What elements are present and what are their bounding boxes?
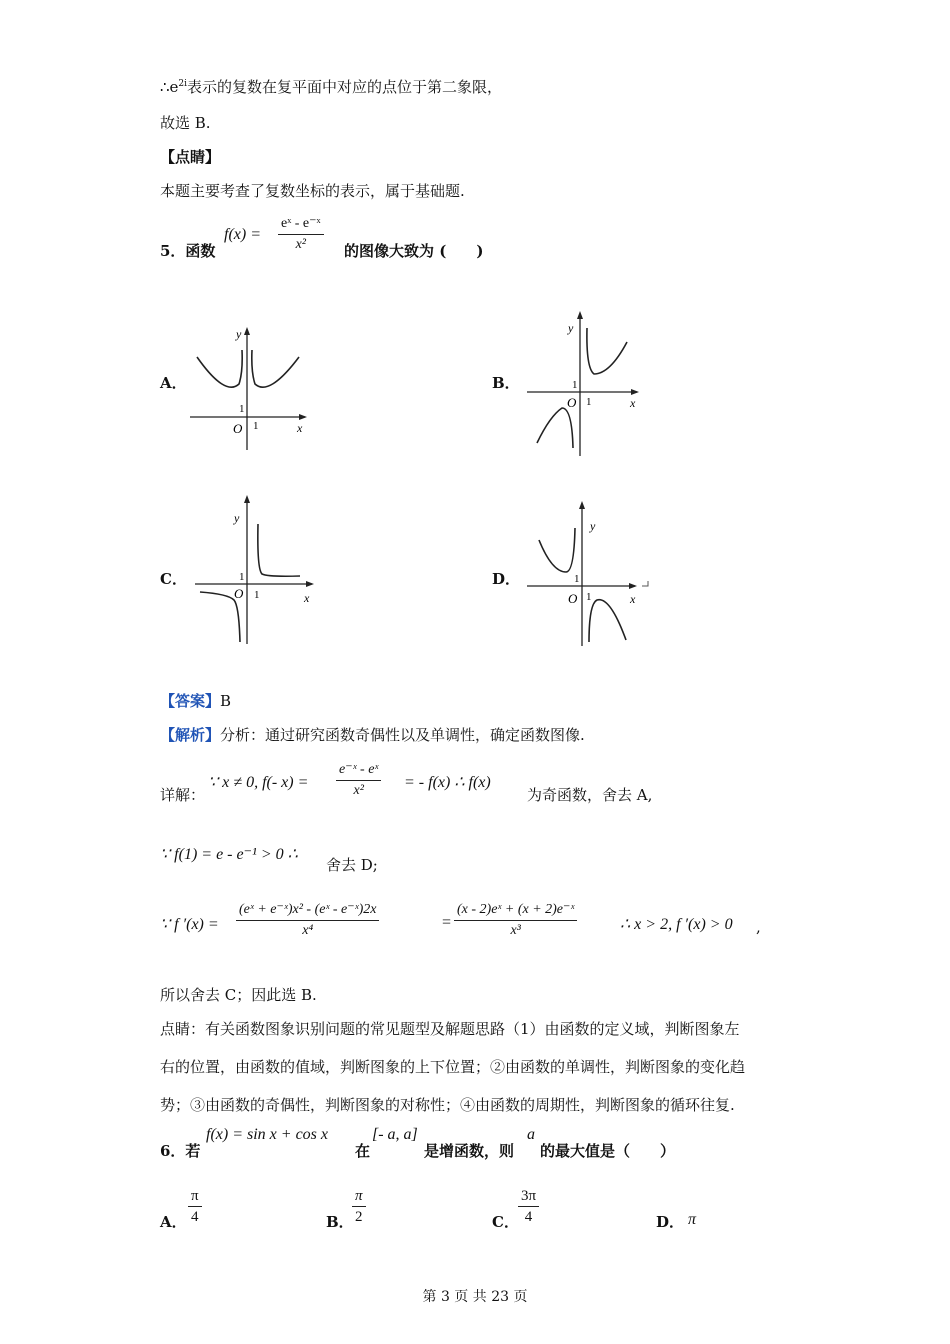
origin-label: O <box>567 395 577 410</box>
one-label-x: 1 <box>586 396 592 408</box>
return-mark-icon <box>642 581 648 586</box>
choose-line: 故选 B. <box>160 114 211 132</box>
y-arrow-icon <box>577 311 583 319</box>
y-label: y <box>590 519 596 533</box>
x-arrow-icon <box>631 389 639 395</box>
origin-label: O <box>568 591 578 606</box>
q6-interval: [- a, a] <box>372 1126 418 1143</box>
detail-3c: , <box>756 918 761 936</box>
x-label: x <box>304 591 310 605</box>
detail-1a: ∵ x ≠ 0, f(- x) = <box>208 774 309 791</box>
remark-tag: 【点睛】 <box>160 148 221 166</box>
x-arrow-icon <box>629 583 637 589</box>
detail-2a: ∵ f(1) = e - e⁻¹ > 0 ∴ <box>160 846 298 863</box>
x-arrow-icon <box>306 581 314 587</box>
answer-line: 【答案】B <box>160 692 232 710</box>
q5-func-frac: $\frac{\text{eˣ - e⁻ˣ}}{\text{x²}}$ <box>278 214 324 255</box>
q6-option-c-label: C． <box>492 1213 519 1231</box>
curve-left <box>197 350 242 387</box>
one-label-x: 1 <box>253 420 259 432</box>
conclusion-text: 所以舍去 C；因此选 B. <box>160 986 317 1004</box>
one-label-y: 1 <box>572 379 578 391</box>
detail-3-frac1: $\frac{\text{(eˣ + e⁻ˣ)x² - (eˣ - e⁻ˣ)2x}}{\text{x⁴}}$ <box>236 900 379 941</box>
remark-text: 本题主要考查了复数坐标的表示，属于基础题. <box>160 182 465 200</box>
q6-mid: 是增函数，则 <box>424 1142 515 1160</box>
one-label-y: 1 <box>239 571 245 583</box>
one-label-y: 1 <box>574 573 580 585</box>
q5-tail: 的图像大致为 ( ) <box>344 242 484 260</box>
curve-left <box>537 408 573 448</box>
y-label: y <box>234 511 240 525</box>
tips-line-3: 势；③由函数的奇偶性，判断图象的对称性；④由函数的周期性，判断图象的循环往复. <box>160 1096 735 1114</box>
one-label-x: 1 <box>586 591 592 603</box>
q6-option-d-label: D． <box>656 1213 685 1231</box>
q6-option-d-value: π <box>688 1211 697 1228</box>
tips-line-2: 右的位置，由函数的值域，判断图象的上下位置；②由函数的单调性，判断图象的变化趋 <box>160 1058 746 1076</box>
x-label: x <box>630 396 636 410</box>
y-label: y <box>568 321 574 335</box>
q6-tail: 的最大值是（ ） <box>540 1142 676 1160</box>
y-label: y <box>236 327 242 341</box>
q6-option-a-label: A． <box>160 1213 187 1231</box>
x-arrow-icon <box>299 414 307 420</box>
q6-func: f(x) = sin x + cos x <box>206 1126 328 1143</box>
option-a-label: A． <box>160 374 187 392</box>
detail-2b: 舍去 D; <box>326 856 378 874</box>
detail-prefix: 详解： <box>160 786 206 804</box>
analysis-line: 【解析】分析：通过研究函数奇偶性以及单调性，确定函数图像. <box>160 726 585 744</box>
option-b-label: B． <box>492 374 520 392</box>
curve-right <box>589 600 626 642</box>
detail-3b: ∴ x > 2, f ′(x) > 0 <box>620 916 733 933</box>
q5-func-lhs: f(x) = <box>224 226 261 243</box>
x-label: x <box>630 592 636 606</box>
q6-number: 6．若 <box>160 1142 201 1160</box>
q6-option-b-value: $\frac{\pi}{2}$ <box>352 1186 366 1227</box>
detail-1c: 为奇函数，舍去 A, <box>527 786 653 804</box>
conclusion-line: $\therefore e^{2i}$表示的复数在复平面中对应的点位于第二象限， <box>160 78 503 96</box>
detail-1-frac: $\frac{\text{e⁻ˣ - eˣ}}{\text{x²}}$ <box>336 760 381 801</box>
detail-3a: ∵ f ′(x) = <box>160 916 219 933</box>
curve-right <box>587 328 627 374</box>
y-arrow-icon <box>244 327 250 335</box>
curve-left <box>539 528 575 572</box>
q6-option-c-value: $\frac{3\pi}{4}$ <box>518 1186 539 1227</box>
graph-a <box>185 322 315 452</box>
origin-label: O <box>233 421 243 436</box>
q5-number: 5．函数 <box>160 242 216 260</box>
graph-c <box>190 494 325 646</box>
one-label-y: 1 <box>239 403 245 415</box>
page-footer: 第 3 页 共 23 页 <box>422 1289 528 1305</box>
detail-3-frac2: $\frac{\text{(x - 2)eˣ + (x + 2)e⁻ˣ}}{\text{x³}}$ <box>454 900 577 941</box>
graph-d <box>522 500 657 648</box>
q6-var: a <box>527 1126 535 1143</box>
q6-in: 在 <box>355 1142 371 1160</box>
detail-1b: = - f(x) ∴ f(x) <box>404 774 491 791</box>
detail-3-eq: = <box>442 914 452 931</box>
option-c-label: C． <box>160 570 187 588</box>
graph-b <box>522 308 647 458</box>
one-label-x: 1 <box>254 589 260 601</box>
q6-option-a-value: $\frac{\pi}{4}$ <box>188 1186 202 1227</box>
curve-right <box>258 524 300 576</box>
x-label: x <box>297 421 303 435</box>
tips-line-1: 点睛：有关函数图象识别问题的常见题型及解题思路（1）由函数的定义域，判断图象左 <box>160 1020 740 1038</box>
q6-option-b-label: B． <box>326 1213 354 1231</box>
option-d-label: D． <box>492 570 521 588</box>
curve-right <box>252 350 299 387</box>
y-arrow-icon <box>244 495 250 503</box>
y-arrow-icon <box>579 501 585 509</box>
origin-label: O <box>234 586 244 601</box>
